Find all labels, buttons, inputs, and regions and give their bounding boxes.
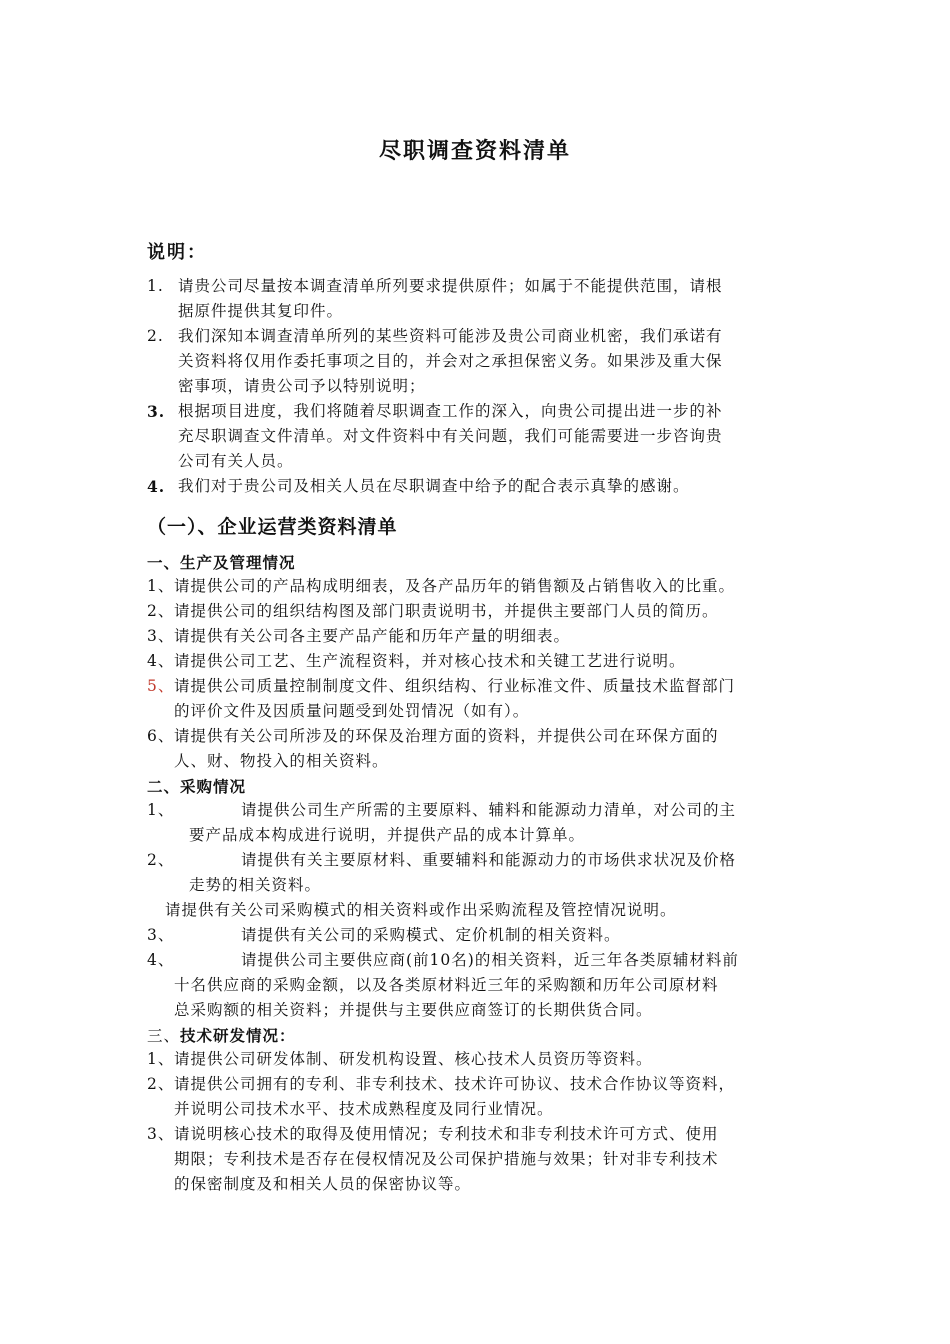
- tech-item-2: [147, 1072, 827, 1122]
- tech-item-1: [147, 1047, 827, 1072]
- production-item-1: [147, 574, 827, 599]
- note-line: 我们对于贵公司及相关人员在尽职调查中给予的配合表示真挚的感谢。: [178, 477, 690, 495]
- note-line: 据原件提供其复印件。: [178, 302, 344, 320]
- item-line: 请提供公司生产所需的主要原料、辅料和能源动力清单，对公司的主: [241, 801, 737, 819]
- section-title-operations: （一）、企业运营类资料清单: [147, 516, 398, 538]
- note-number: 1.: [147, 277, 164, 295]
- item-line: 请提供公司的组织结构图及部门职责说明书，并提供主要部门人员的简历。: [174, 602, 719, 620]
- note-number: 2.: [147, 327, 164, 345]
- subsection-tech-title: 技术研发情况：: [180, 1026, 296, 1045]
- production-item-6: [147, 724, 827, 774]
- subsection-production-heading: 一、生产及管理情况: [147, 553, 296, 572]
- procurement-item-4: [147, 948, 817, 1023]
- note-number: 4.: [147, 477, 166, 496]
- note-item-3: [147, 399, 817, 474]
- note-line: 公司有关人员。: [178, 452, 294, 470]
- procurement-item-1: [147, 798, 817, 848]
- item-line: 请提供有关公司所涉及的环保及治理方面的资料，并提供公司在环保方面的: [174, 727, 719, 745]
- item-number: 4、: [147, 951, 175, 969]
- production-item-3: [147, 624, 827, 649]
- item-number: 2、: [147, 602, 175, 620]
- production-item-2: [147, 599, 827, 624]
- subsection-tech-heading: [147, 1024, 296, 1046]
- item-line: 期限；专利技术是否存在侵权情况及公司保护措施与效果；针对非专利技术: [174, 1150, 719, 1168]
- item-line: 请提供有关主要原材料、重要辅料和能源动力的市场供求状况及价格: [241, 851, 737, 869]
- item-line: 请提供公司拥有的专利、非专利技术、技术许可协议、技术合作协议等资料，: [174, 1075, 736, 1093]
- item-line: 的评价文件及因质量问题受到处罚情况（如有）。: [174, 702, 530, 720]
- tech-item-3: [147, 1122, 827, 1197]
- note-line: 充尽职调查文件清单。对文件资料中有关问题，我们可能需要进一步咨询贵: [178, 427, 723, 445]
- item-line: 十名供应商的采购金额，以及各类原材料近三年的采购额和历年公司原材料: [174, 976, 719, 994]
- item-line: 请提供公司质量控制制度文件、组织结构、行业标准文件、质量技术监督部门: [174, 677, 736, 695]
- note-number: 3.: [147, 402, 166, 421]
- note-line: 我们深知本调查清单所列的某些资料可能涉及贵公司商业机密，我们承诺有: [178, 327, 723, 345]
- note-item-1: [147, 274, 817, 324]
- item-number: 1、: [147, 801, 175, 819]
- item-number: 3、: [147, 1125, 175, 1143]
- procurement-extra-line: 请提供有关公司采购模式的相关资料或作出采购流程及管控情况说明。: [165, 901, 677, 919]
- item-number: 4、: [147, 652, 175, 670]
- item-number: 2、: [147, 1075, 175, 1093]
- note-line: 根据项目进度，我们将随着尽职调查工作的深入，向贵公司提出进一步的补: [178, 402, 723, 420]
- item-line: 请提供有关公司的采购模式、定价机制的相关资料。: [241, 926, 621, 944]
- production-item-5: [147, 674, 827, 724]
- item-line: 请提供公司研发体制、研发机构设置、核心技术人员资历等资料。: [174, 1050, 653, 1068]
- item-number: 1、: [147, 577, 175, 595]
- item-line: 请提供公司的产品构成明细表，及各产品历年的销售额及占销售收入的比重。: [174, 577, 736, 595]
- item-line: 总采购额的相关资料；并提供与主要供应商签订的长期供货合同。: [174, 1001, 653, 1019]
- item-line: 走势的相关资料。: [189, 876, 322, 894]
- note-line: 密事项，请贵公司予以特别说明；: [178, 377, 426, 395]
- item-number: 3、: [147, 627, 175, 645]
- item-number: 1、: [147, 1050, 175, 1068]
- item-line: 请提供公司主要供应商(前10名)的相关资料，近三年各类原辅材料前: [241, 951, 739, 969]
- note-line: 关资料将仅用作委托事项之目的，并会对之承担保密义务。如果涉及重大保: [178, 352, 723, 370]
- item-line: 请说明核心技术的取得及使用情况；专利技术和非专利技术许可方式、使用: [174, 1125, 719, 1143]
- page-title: 尽职调查资料清单: [378, 138, 571, 164]
- production-item-4: [147, 649, 827, 674]
- notes-heading: 说明：: [147, 242, 207, 263]
- item-line: 请提供有关公司各主要产品产能和历年产量的明细表。: [174, 627, 571, 645]
- note-item-4: [147, 474, 817, 499]
- item-line: 人、财、物投入的相关资料。: [174, 752, 389, 770]
- subsection-procurement-heading: 二、采购情况: [147, 777, 247, 796]
- item-number: 3、: [147, 926, 175, 944]
- note-line: 请贵公司尽量按本调查清单所列要求提供原件；如属于不能提供范围，请根: [178, 277, 723, 295]
- item-line: 的保密制度及和相关人员的保密协议等。: [174, 1175, 472, 1193]
- note-item-2: [147, 324, 817, 399]
- item-number: 2、: [147, 851, 175, 869]
- subsection-tech-number: 三、: [147, 1027, 181, 1045]
- item-number: 6、: [147, 727, 175, 745]
- item-line: 请提供公司工艺、生产流程资料，并对核心技术和关键工艺进行说明。: [174, 652, 686, 670]
- item-number: 5、: [147, 677, 175, 695]
- item-line: 并说明公司技术水平、技术成熟程度及同行业情况。: [174, 1100, 554, 1118]
- item-line: 要产品成本构成进行说明，并提供产品的成本计算单。: [189, 826, 586, 844]
- procurement-item-2: [147, 848, 817, 898]
- procurement-item-3: [147, 923, 817, 948]
